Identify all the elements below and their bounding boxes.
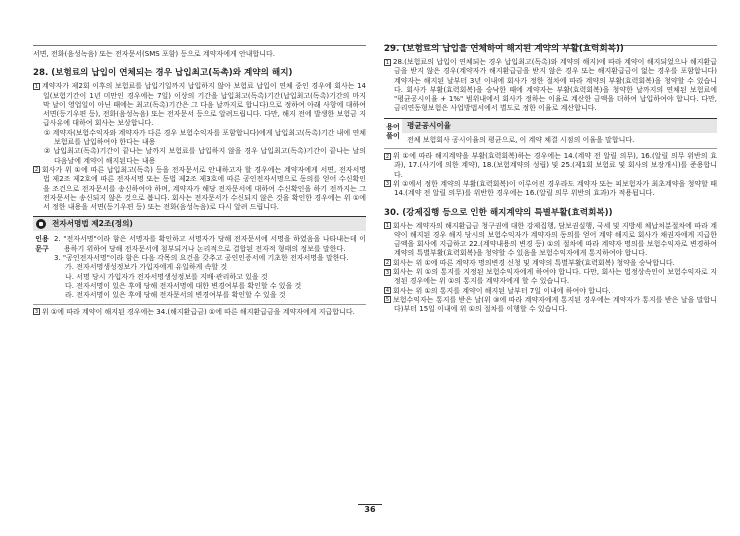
number-2-icon: 2 (385, 153, 390, 160)
number-3-icon: 3 (385, 181, 390, 188)
top-rule (33, 45, 366, 46)
number-1-icon: 1 (34, 83, 39, 90)
citation-box (33, 216, 366, 304)
citation-subitem: 다. 전자서명이 있은 후에 당해 전자서명에 대한 변경여부를 확인할 수 있을 것 (65, 281, 302, 290)
section-28-title: 28. (보험료의 납입이 연체되는 경우 납입최고(독촉)와 계약의 해지) (33, 68, 293, 79)
right-column (384, 44, 717, 315)
section-28-para-2: 2 회사가 위 ①에 따른 납입최고(독촉) 등을 전자문서로 안내하고자 할 경우에는 계약자에게 서면, 전자서명법 제2조 제2호에 따른 전자서명 또는 동법 제2조 제3호에 따른 공인전자서명으로 동의를 얻어 수신확인을 조건으로 전자문서를 송신하여야 하며, 계약자가 해당 전자문서에 대하여 수신확인을 하기 전까지는 그 전자문서는 송신되지 않은 것으로 봅니다. 회사는 전자문서가 수신되지 않은 것을 확인한 경우에는 위 ①에서 정한 내용을 서면(등기우편 등) 또는 전화(음성녹음)로 다시 알려 드립니다. (34, 165, 366, 212)
citation-subitem: 가. 전자서명생성정보가 가입자에게 유일하게 속할 것 (65, 263, 228, 272)
section-28-para-1: 1 계약자가 제2회 이후의 보험료를 납입기일까지 납입하지 않아 보험료 납입이 연체 중인 경우에 회사는 14일(보험기간이 1년 미만인 경우에는 7일) 이상의 기간을 납입최고(독촉)기간(납입최고(독촉)기간의 마지막 날이 영업일이 아닌 때에는 최고(독촉)기간은 그 다음 날까지로 합니다)으로 정하여 아래 사항에 대하여 서면(등기우편 등), 전화(음성녹음) 또는 전자문서 등으로 알려드립니다. 다만, 해지 전에 발생한 보험금 지급사유에 대하여 회사는 보상합니다. (34, 82, 366, 128)
citation-subitem: 나. 서명 당시 가입자가 전자서명생성정보를 지배·관리하고 있을 것 (65, 272, 268, 281)
term-box-title: 평균공시이율 (402, 119, 717, 133)
citation-label: 인용 문구 (35, 235, 49, 253)
citation-subitem: 라. 전자서명이 있은 후에 당해 전자문서의 변경여부를 확인할 수 있을 것 (65, 291, 286, 300)
section-29-para-2: 2 위 ①에 따라 해지계약을 부활(효력회복)하는 경우에는 14.(계약 전 알릴 의무), 16.(알릴 의무 위반의 효과), 17.(사기에 의한 계약), 18.(보험계약의 성립) 및 25.(제1회 보험료 및 회사의 보장개시)를 준용합니다. (385, 152, 717, 179)
section-30-title: 30. (강제집행 등으로 인한 해지계약의 특별부활(효력회복)) (384, 207, 613, 218)
section-30-para-4: 4 회사는 위 ①의 통지를 계약이 해지된 날부터 7일 이내에 하여야 합니다. (385, 286, 611, 295)
section-29-para-1: 1 28.(보험료의 납입이 연체되는 경우 납입최고(독촉)와 계약의 해지)에 따라 계약이 해지되었으나 해지환급금을 받지 않은 경우(계약자가 해지환급금을 받지 않은 경우 또는 해지환급금이 없는 경우를 포함합니다) 계약자는 해지된 날부터 3년 이내에 회사가 정한 절차에 따라 계약의 부활(효력회복)을 청약할 수 있습니다. 회사가 부활(효력회복)을 승낙한 때에 계약자는 부활(효력회복)을 청약한 날까지의 연체된 보험료에 "평균공시이율 + 1%" 범위내에서 회사가 정하는 이율로 계산한 금액을 더하여 납입하여야 합니다. 다만, 금리연동형보험은 사업방법서에서 별도로 정한 이율로 계산합니다. (385, 58, 717, 113)
section-28-para-3: 3 위 ①에 따라 계약이 해지된 경우에는 34.(해지환급금) ①에 따른 해지환급금을 계약자에게 지급합니다. (34, 307, 355, 316)
page-number: 36 (0, 505, 740, 514)
section-28-item-a: ① 계약자(보험수익자와 계약자가 다른 경우 보험수익자를 포함합니다)에게 납입최고(독촉)기간 내에 연체보험료를 납입하여야 한다는 내용 (44, 128, 366, 147)
number-5-icon: 5 (385, 297, 390, 304)
section-30-para-2: 2 회사는 위 ①에 따른 계약자 명의변경 신청 및 계약의 특별부활(효력회복) 청약을 승낙합니다. (385, 258, 675, 267)
number-1-icon: 1 (385, 59, 390, 66)
citation-item: 2. "전자서명"이라 함은 서명자를 확인하고 서명자가 당해 전자문서에 서명을 하였음을 나타내는데 이용하기 위하여 당해 전자문서에 첨부되거나 논리적으로 결합된 전자적 형태의 정보를 말한다. (54, 235, 366, 253)
number-2-icon: 2 (385, 260, 390, 267)
section-29-para-3: 3 위 ①에서 정한 계약의 부활(효력회복)이 이루어진 경우라도 계약자 또는 피보험자가 최초계약을 청약할 때 14.(계약 전 알릴 의무)를 위반한 경우에는 16.(알릴 의무 위반의 효과)가 적용됩니다. (385, 179, 717, 198)
left-column (33, 50, 366, 317)
section-29-title: 29. (보험료의 납입을 연체하여 해지된 계약의 부활(효력회복)) (384, 44, 624, 54)
section-30-para-5: 5 보험수익자는 통지를 받은 날(위 ③에 따라 계약자에게 통지된 경우에는 계약자가 통지를 받은 날을 말합니다)부터 15일 이내에 위 ①의 절차를 이행할 수 있습니다. (385, 295, 717, 314)
number-2-icon: 2 (34, 167, 39, 174)
intro-text: 서면, 전화(음성녹음) 또는 전자문서(SMS 포함) 등으로 계약자에게 안내합니다. (33, 50, 275, 58)
number-1-icon: 1 (385, 223, 390, 230)
section-30-para-3: 3 회사는 위 ①의 통지를 지정된 보험수익자에게 하여야 합니다. 다만, 회사는 법정상속인이 보험수익자로 지정된 경우에는 위 ①의 통지를 계약자에게 할 수 있습니다. (385, 268, 717, 286)
citation-box-title: 전자서명법 제2조(정의) (33, 217, 366, 231)
law-book-icon (36, 219, 46, 229)
section-30-para-1: 1 회사는 계약자의 해지환급금 청구권에 대한 강제집행, 담보권실행, 국세 및 지방세 체납처분절차에 따라 계약이 해지된 경우 해지 당시의 보험수익자가 계약자의 동의를 얻어 계약 해지로 회사가 채권자에게 지급한 금액을 회사에 지급하고 22.(계약내용의 변경 등) ①의 절차에 따라 계약자 명의를 보험수익자로 변경하여 계약의 특별부활(효력회복)을 청약할 수 있음을 보험수익자에게 통지하여야 합니다. (385, 221, 717, 258)
term-definition: 전체 보험회사 공시이율의 평균으로, 이 계약 체결 시점의 이율을 말합니다. (407, 135, 635, 144)
number-4-icon: 4 (385, 288, 390, 295)
section-28-item-b: ② 납입최고(독촉)기간이 끝나는 날까지 보험료를 납입하지 않을 경우 납입최고(독촉)기간이 끝나는 날의 다음날에 계약이 해지된다는 내용 (44, 147, 366, 165)
number-3-icon: 3 (34, 309, 39, 316)
number-3-icon: 3 (385, 269, 390, 276)
term-box (384, 118, 717, 149)
term-label: 용어 풀이 (386, 122, 400, 141)
citation-item: 3. "공인전자서명"이라 함은 다음 각목의 요건을 갖추고 공인인증서에 기초한 전자서명을 말한다. (54, 254, 349, 263)
